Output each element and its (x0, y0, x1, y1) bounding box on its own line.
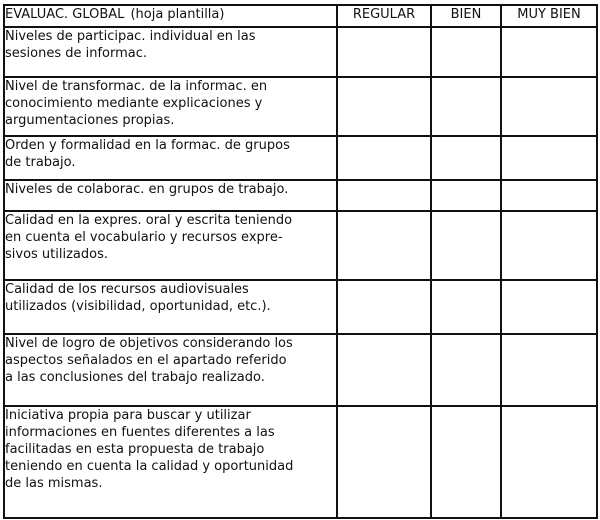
criterion-line: Niveles de participac. individual en las (5, 29, 256, 44)
sheet-title: EVALUAC. GLOBAL (5, 7, 125, 22)
criterion-row (4, 27, 597, 77)
rating-box-bien[interactable] (431, 77, 501, 136)
rating-box-bien[interactable] (431, 180, 501, 211)
criterion-line: sesiones de informac. (5, 46, 148, 61)
column-header-muy-bien: MUY BIEN (501, 5, 597, 27)
criterion-text (4, 406, 337, 518)
rating-box-regular[interactable] (337, 136, 431, 180)
rating-box-bien[interactable] (431, 280, 501, 334)
criterion-line: sivos utilizados. (5, 247, 109, 262)
rating-box-muy-bien[interactable] (501, 211, 597, 280)
rating-box-bien[interactable] (431, 27, 501, 77)
criterion-text (4, 77, 337, 136)
rating-box-regular[interactable] (337, 180, 431, 211)
criterion-line: conocimiento mediante explicaciones y (5, 96, 263, 111)
criterion-line: Orden y formalidad en la formac. de grupos (5, 138, 290, 153)
criterion-line: Nivel de logro de objetivos considerando los (5, 336, 293, 351)
header-row (4, 5, 597, 27)
rating-box-regular[interactable] (337, 334, 431, 406)
criterion-line: de trabajo. (5, 155, 76, 170)
criterion-row (4, 77, 597, 136)
criterion-row (4, 180, 597, 211)
criterion-line: utilizados (visibilidad, oportunidad, etc.). (5, 299, 271, 314)
criterion-text (4, 27, 337, 77)
rating-box-muy-bien[interactable] (501, 406, 597, 518)
rating-box-regular[interactable] (337, 406, 431, 518)
sheet-subtitle: (hoja plantilla) (130, 7, 225, 22)
rating-box-muy-bien[interactable] (501, 27, 597, 77)
criterion-row (4, 136, 597, 180)
criterion-line: a las conclusiones del trabajo realizado. (5, 370, 265, 385)
rating-box-regular[interactable] (337, 27, 431, 77)
criterion-row (4, 406, 597, 518)
evaluation-table (3, 4, 598, 519)
criterion-line: informaciones en fuentes diferentes a las (5, 425, 275, 440)
criterion-text (4, 211, 337, 280)
criterion-line: Calidad de los recursos audiovisuales (5, 282, 249, 297)
criterion-row (4, 211, 597, 280)
rating-box-bien[interactable] (431, 406, 501, 518)
rating-box-muy-bien[interactable] (501, 334, 597, 406)
criterion-line: Calidad en la expres. oral y escrita teniendo (5, 213, 293, 228)
rating-box-bien[interactable] (431, 211, 501, 280)
criterion-line: en cuenta el vocabulario y recursos expre- (5, 230, 283, 245)
rating-box-bien[interactable] (431, 334, 501, 406)
rating-box-regular[interactable] (337, 77, 431, 136)
rating-box-muy-bien[interactable] (501, 280, 597, 334)
rating-box-regular[interactable] (337, 211, 431, 280)
column-header-regular: REGULAR (337, 5, 431, 27)
criterion-text (4, 180, 337, 211)
criterion-line: argumentaciones propias. (5, 113, 175, 128)
criterion-line: Iniciativa propia para buscar y utilizar (5, 408, 251, 423)
rating-box-bien[interactable] (431, 136, 501, 180)
rating-box-muy-bien[interactable] (501, 77, 597, 136)
rating-box-muy-bien[interactable] (501, 180, 597, 211)
criterion-row (4, 280, 597, 334)
criterion-line: de las mismas. (5, 476, 103, 491)
criterion-text (4, 280, 337, 334)
criterion-line: Niveles de colaborac. en grupos de trabajo. (5, 182, 289, 197)
rating-box-regular[interactable] (337, 280, 431, 334)
criterion-row (4, 334, 597, 406)
criterion-text (4, 136, 337, 180)
criterion-line: facilitadas en esta propuesta de trabajo (5, 442, 265, 457)
criterion-text (4, 334, 337, 406)
criterion-line: aspectos señalados en el apartado referido (5, 353, 287, 368)
criterion-line: Nivel de transformac. de la informac. en (5, 79, 268, 94)
rating-box-muy-bien[interactable] (501, 136, 597, 180)
sheet-title-cell (4, 5, 337, 27)
column-header-bien: BIEN (431, 5, 501, 27)
criterion-line: teniendo en cuenta la calidad y oportunidad (5, 459, 294, 474)
